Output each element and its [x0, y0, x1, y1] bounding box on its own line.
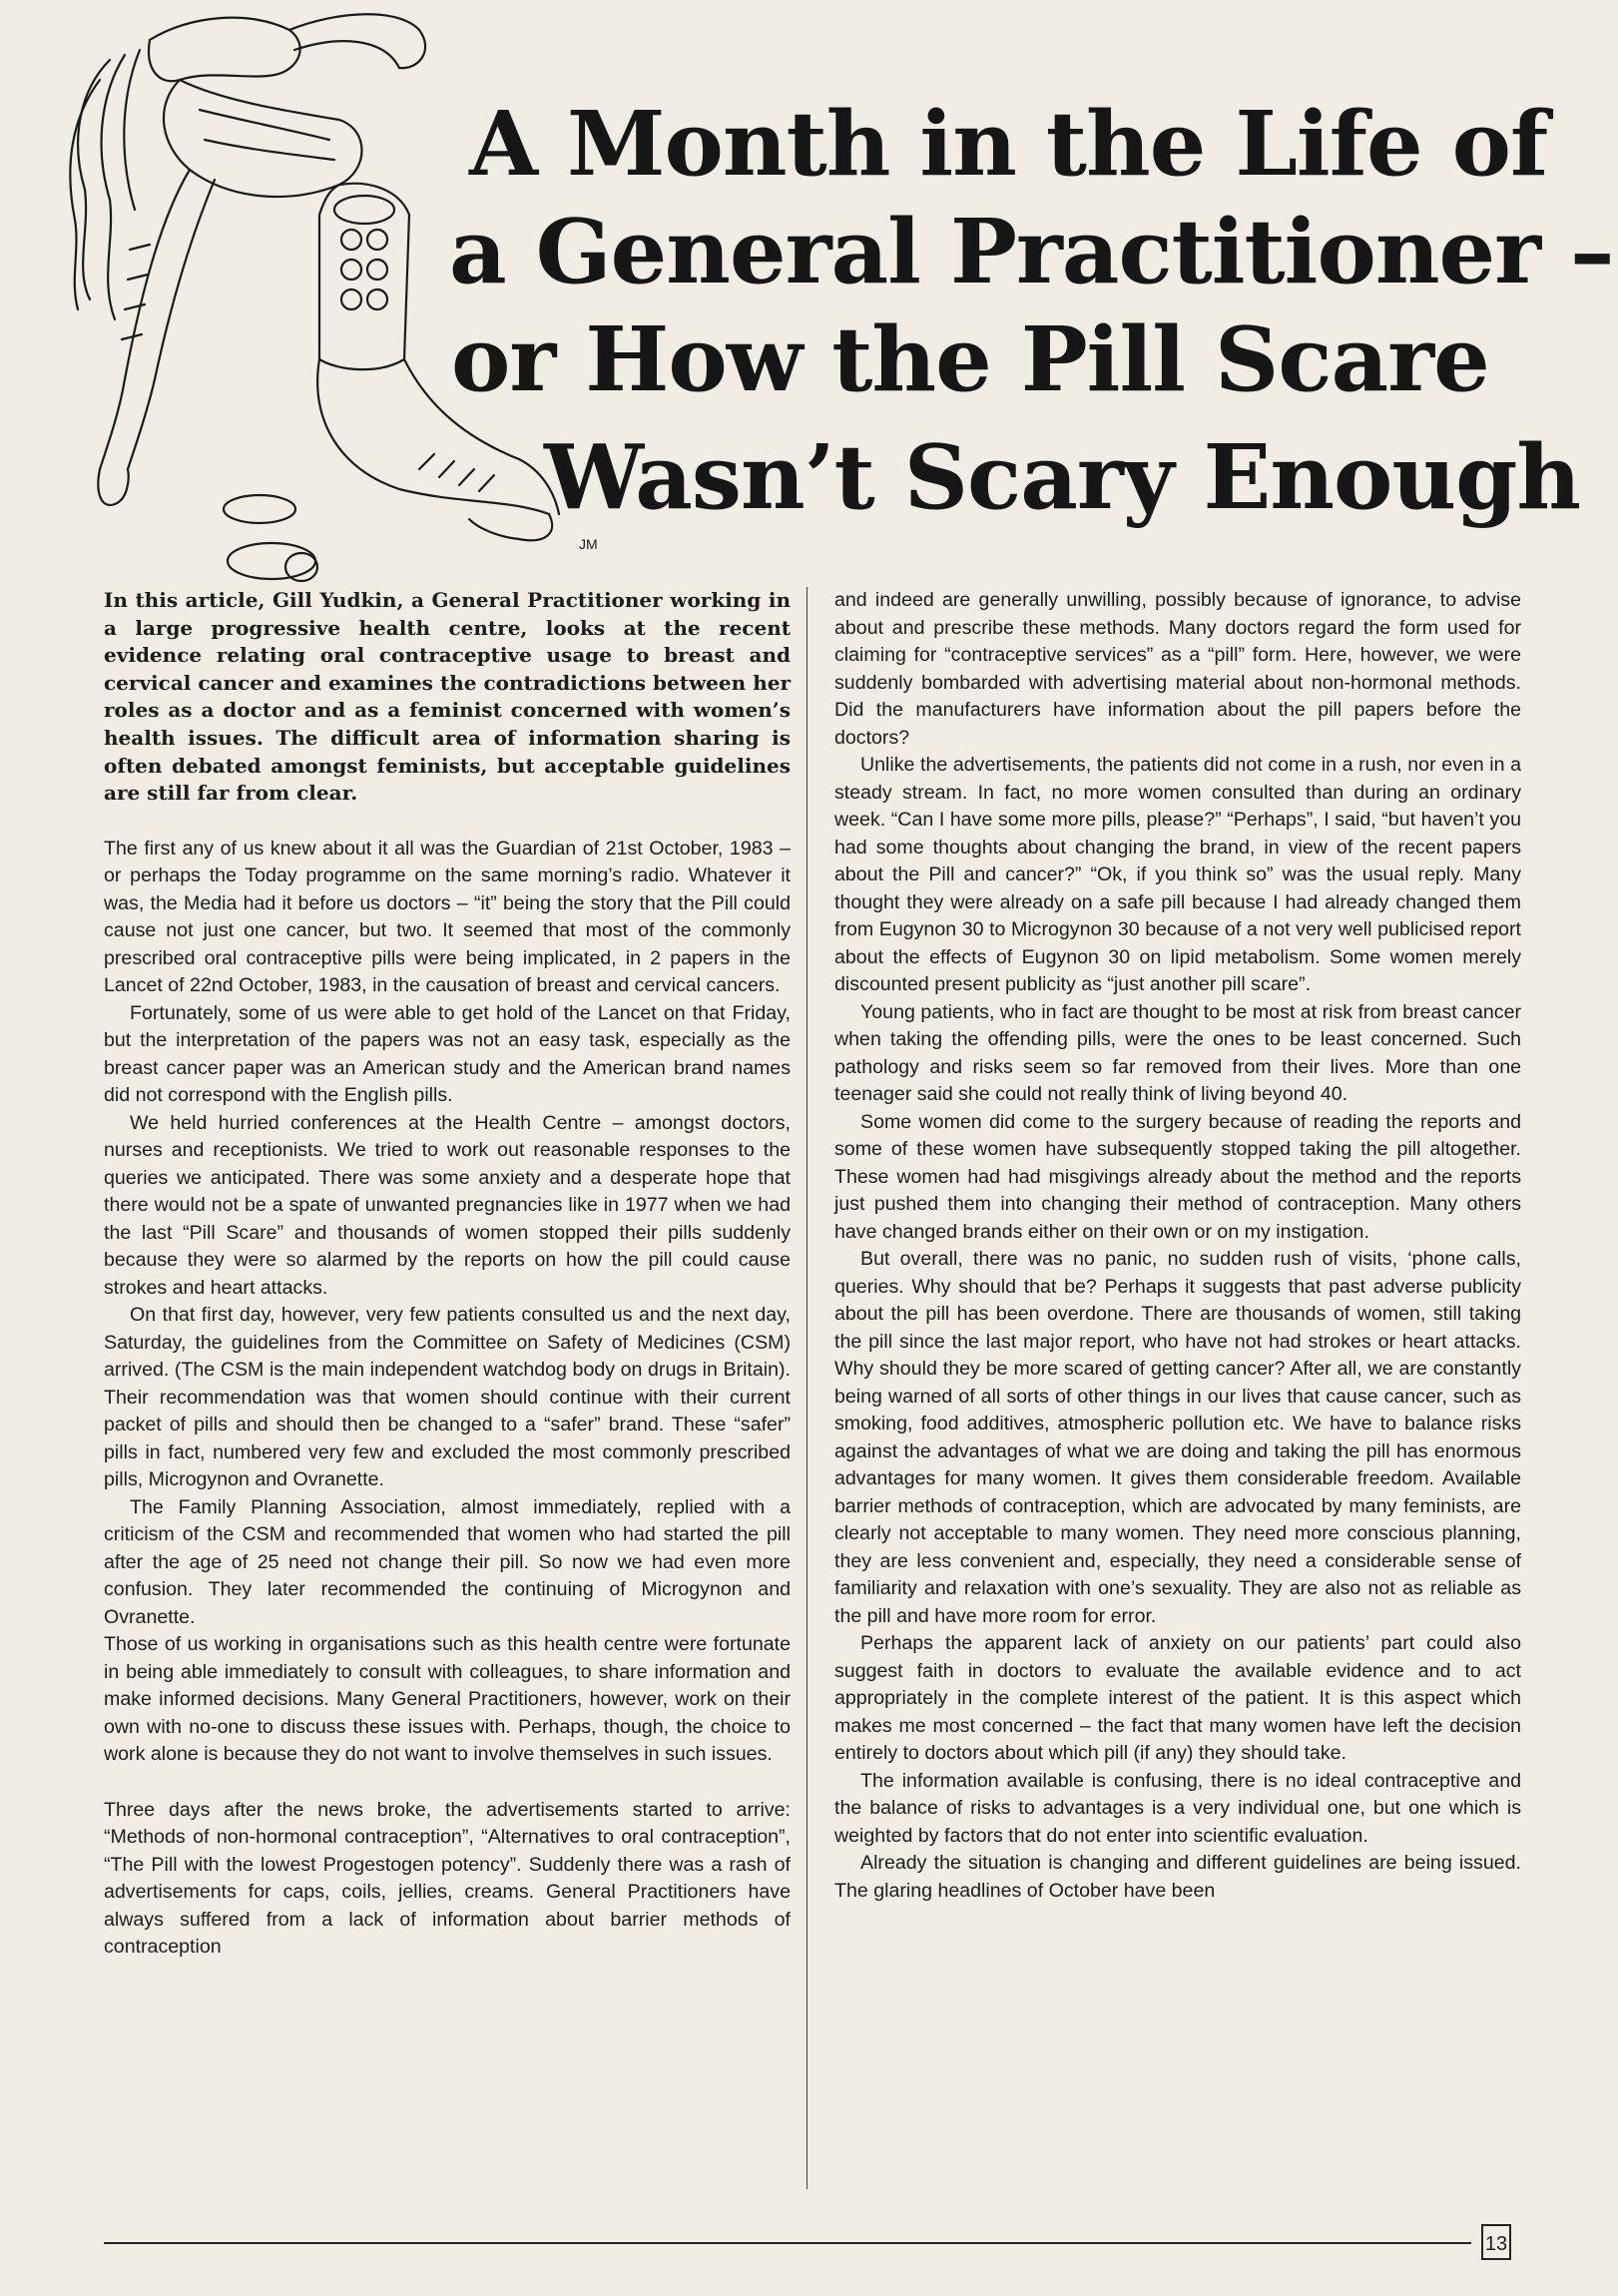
headline-line-3: or How the Pill Scare [451, 306, 1489, 411]
artist-initials: JM [579, 536, 598, 552]
headline-line-4: Wasn’t Scary Enough [544, 424, 1581, 529]
column-divider [807, 587, 808, 2189]
paragraph: Those of us working in organisations such as this health centre were fortunate in being able immediately to consult with colleagues, to share information and make informed decisions. Many General Practitioners, however, work on their own with no-one to discuss these issues with. Perhaps, though, the choice to work alone is because they do not want to involve themselves in such issues. [104, 1633, 791, 1766]
paragraph: Perhaps the apparent lack of anxiety on our patients’ part could also suggest faith in doctors to evaluate the available evidence and to act appropriately in the complete interest of the patient. It is this aspect which makes me most concerned – the fact that many women have left the decision entirely to doctors about which pill (if any) they should take. [834, 1632, 1521, 1764]
article-headline [449, 90, 1614, 531]
paragraph: On that first day, however, very few patients consulted us and the next day, Saturday, the guidelines from the Committee on Safety of Medicines (CSM) arrived. (The CSM is the main independent watchdog body on drugs in Britain). Their recommendation was that women should continue with their current packet of pills and should then be changed to a “safer” brand. These “safer” pills in fact, numbered very few and excluded the most commonly prescribed pills, Microgynon and Ovranette. [104, 1304, 791, 1491]
headline-line-2: a General Practitioner – [449, 199, 1614, 303]
paragraph: and indeed are generally unwilling, possibly because of ignorance, to advise about and prescribe these methods. Many doctors regard the form used for claiming for “contraceptive services” as a “pill” form. Here, however, we were suddenly bombarded with advertising material about non-hormonal methods. Did the manufacturers have information about the pill papers before the doctors? [834, 589, 1521, 749]
paragraph: Unlike the advertisements, the patients did not come in a rush, nor even in a steady stream. In fact, no more women consulted than during an ordinary week. “Can I have some more pills, please?” “Perhaps”, I said, “but haven’t you had some thoughts about changing the brand, in view of the recent papers about the Pill and cancer?” “Ok, if you think so” was the usual reply. Many thought they were already on a safe pill because I had already changed them from Eugynon 30 to Microgynon 30 because of a not very well publicised report about the effects of Eugynon 30 on lipid metabolism. Some women merely discounted present publicity as “just another pill scare”. [834, 754, 1521, 995]
paragraph: The Family Planning Association, almost immediately, replied with a criticism of the CSM and recommended that women who had started the pill after the age of 25 need not change their pill. So now we had even more confusion. They later recommended the continuing of Microgynon and Ovranette. [104, 1495, 791, 1628]
paragraph: Three days after the news broke, the advertisements started to arrive: “Methods of non-hormonal contraception”, “Alternatives to oral contraception”, “The Pill with the lowest Progestogen potency”. Suddenly there was a rash of advertisements for caps, coils, jellies, creams. General Practitioners have always suffered from a lack of information about barrier methods of contraception [104, 1798, 791, 1959]
paragraph: Fortunately, some of us were able to get hold of the Lancet on that Friday, but the interpretation of the papers was not an easy task, especially as the breast cancer paper was an American study and the American brand names did not correspond with the English pills. [104, 1001, 791, 1107]
paragraph: Young patients, who in fact are thought to be most at risk from breast cancer when taking the offending pills, were the ones to be least concerned. Such pathology and risks seem so far removed from their lives. More than one teenager said she could not really think of living beyond 40. [834, 1000, 1521, 1105]
paragraph: But overall, there was no panic, no sudden rush of visits, ‘phone calls, queries. Why should that be? Perhaps it suggests that past adverse publicity about the pill has been overdone. There are thousands of women, still taking the pill since the last major report, who have not had strokes or heart attacks. Why should they be more scared of getting cancer? After all, we are constantly being warned of all sorts of other things in our lives that cause cancer, such as smoking, food additives, atmospheric pollution etc. We have to balance risks against the advantages of what we are doing and taking the pill has enormous advantages for many women. It gives them considerable freedom. Available barrier methods of contraception, which are advocated by many feminists, are clearly not acceptable to many women. They need more conscious planning, they are less convenient and, especially, they need a considerable sense of familiarity and relaxation with one’s sexuality. They are also not as reliable as the pill and have more room for error. [834, 1248, 1521, 1627]
article-intro: In this article, Gill Yudkin, a General Practitioner working in a large progressive health centre, looks at the recent evidence relating oral contraceptive usage to breast and cervical cancer and examines the contradictions between her roles as a doctor and as a feminist concerned with women’s health issues. The difficult area of information sharing is often debated amongst feminists, but acceptable guidelines are still far from clear. [104, 588, 791, 806]
page-number: 13 [1481, 2224, 1511, 2260]
article-column-left [104, 587, 791, 1962]
paragraph: The information available is confusing, there is no ideal contraceptive and the balance of risks to advantages is a very individual one, but one which is weighted by factors that do not enter into scientific evaluation. [834, 1769, 1521, 1847]
paragraph: The first any of us knew about it all was the Guardian of 21st October, 1983 – or perhaps the Today programme on the same morning’s radio. Whatever it was, the Media had it before us doctors – “it” being the story that the Pill could cause not just one cancer, but two. It seemed that most of the commonly prescribed oral contraceptive pills were being implicated, in 2 papers in the Lancet of 22nd October, 1983, in the causation of breast and cervical cancers. [104, 837, 791, 997]
headline-line-1: A Month in the Life of [469, 91, 1548, 196]
article-column-right [834, 587, 1521, 1905]
paragraph: Already the situation is changing and different guidelines are being issued. The glaring headlines of October have been [834, 1852, 1521, 1902]
paragraph: Some women did come to the surgery because of reading the reports and some of these women have subsequently stopped taking the pill altogether. These women had had misgivings already about the method and the reports just pushed them into changing their method of contraception. Many others have changed brands either on their own or on my instigation. [834, 1110, 1521, 1243]
footer-rule [104, 2242, 1471, 2244]
paragraph: We held hurried conferences at the Health Centre – amongst doctors, nurses and receptionists. We tried to work out reasonable responses to the queries we anticipated. There was some anxiety and a desperate hope that there would not be a spate of unwanted pregnancies like in 1977 when we had the last “Pill Scare” and thousands of women stopped their pills suddenly because they were so alarmed by the reports on how the pill could cause strokes and heart attacks. [104, 1111, 791, 1299]
